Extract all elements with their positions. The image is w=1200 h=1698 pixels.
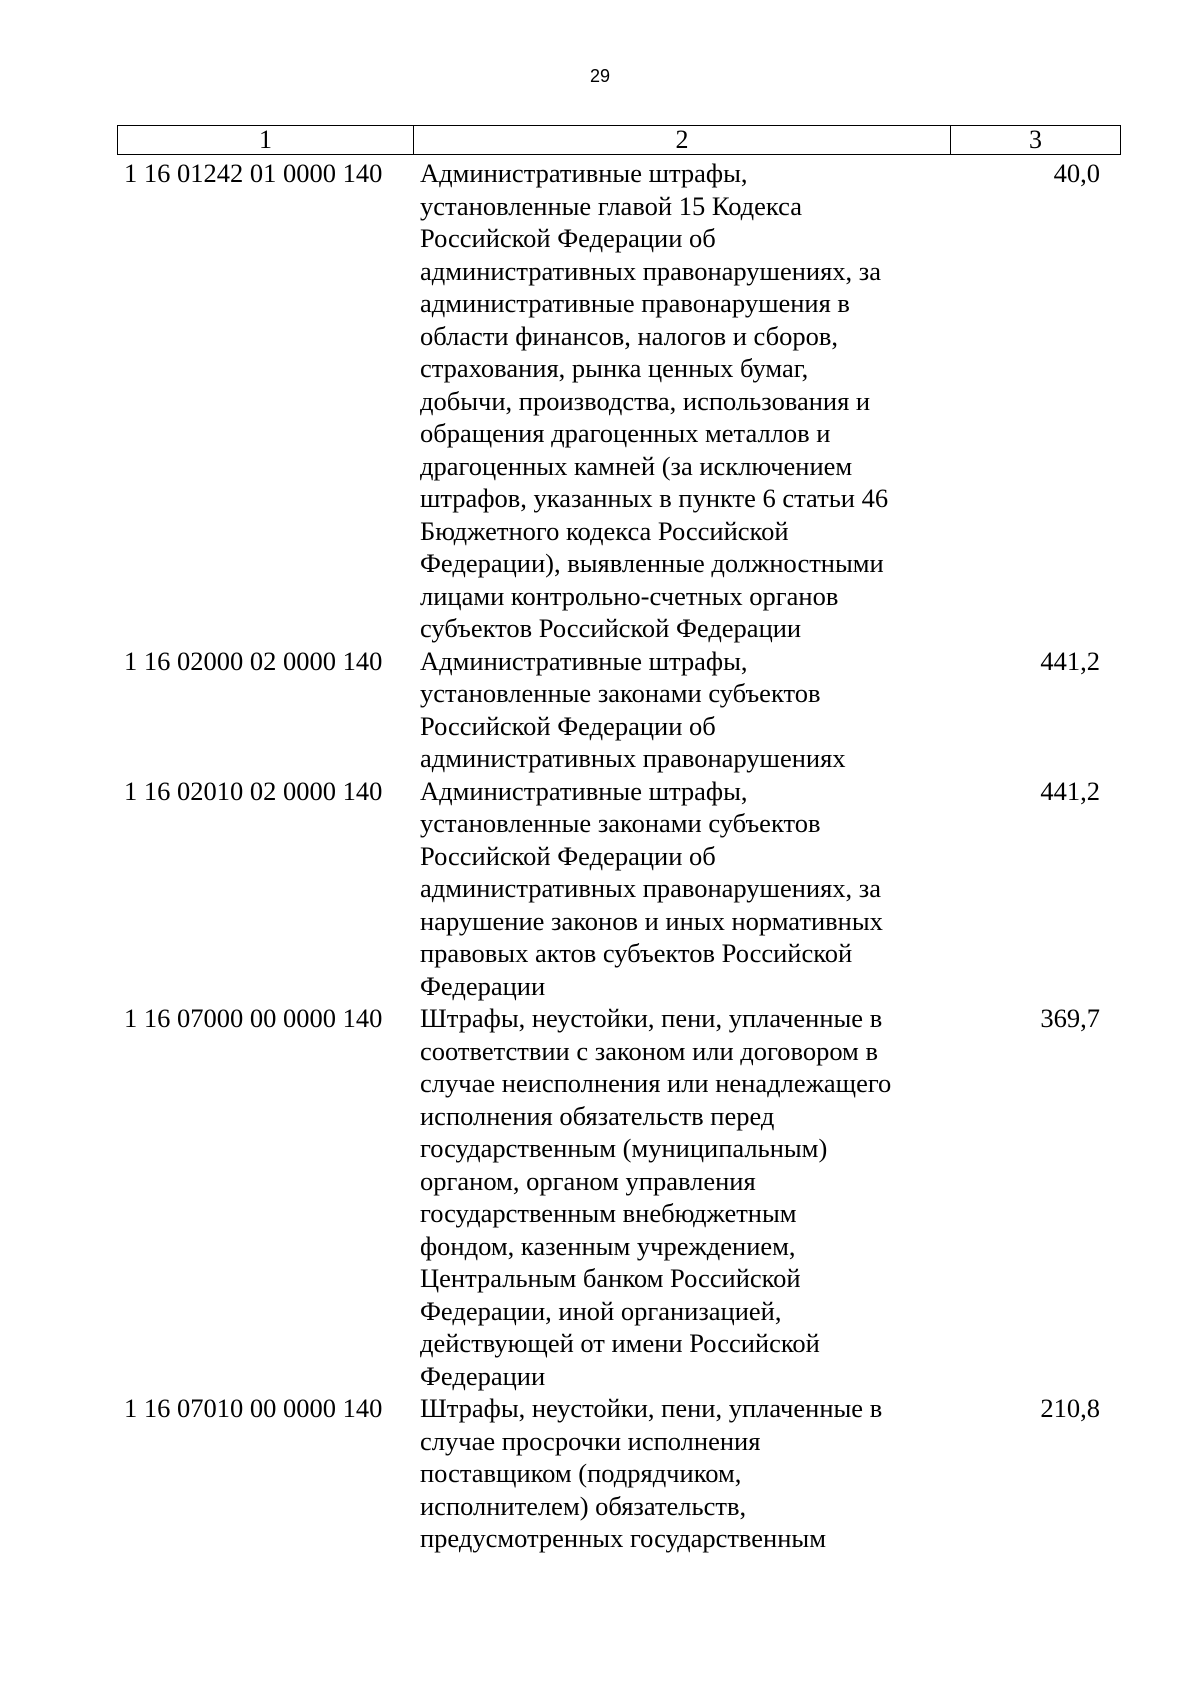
- amount: 441,2: [1040, 775, 1100, 806]
- description-line: исполнения обязательств перед: [420, 1100, 775, 1131]
- description-line: административных правонарушениях: [420, 743, 846, 773]
- description-line: установленные главой 15 Кодекса: [420, 190, 802, 221]
- description-line: страхования, рынка ценных бумаг,: [420, 353, 809, 383]
- description-line: штрафов, указанных в пункте 6 статьи 46: [420, 483, 889, 513]
- description-line: государственным внебюджетным: [420, 1198, 797, 1228]
- page-number: 29: [589, 66, 611, 86]
- description-line: исполнителем) обязательств,: [420, 1490, 747, 1521]
- description-line: драгоценных камней (за исключением: [420, 450, 853, 481]
- description-line: субъектов Российской Федерации: [420, 613, 802, 643]
- amount: 210,8: [1040, 1393, 1100, 1423]
- description-line: соответствии с законом или договором в: [420, 1035, 878, 1066]
- description-line: предусмотренных государственным: [420, 1523, 826, 1553]
- table-body: [124, 157, 1104, 1555]
- table-row: [124, 1002, 1104, 1392]
- description-line: действующей от имени Российской: [420, 1328, 820, 1358]
- description-line: Российской Федерации об: [420, 223, 716, 253]
- description-line: Административные штрафы,: [420, 645, 748, 676]
- description-line: Центральным банком Российской: [420, 1263, 801, 1293]
- description-line: административных правонарушениях, за: [420, 255, 882, 286]
- income-description: [420, 645, 940, 775]
- budget-code: 1 16 07000 00 0000 140: [124, 1003, 383, 1033]
- description-line: административные правонарушения в: [420, 288, 850, 318]
- description-line: случае неисполнения или ненадлежащего: [420, 1068, 892, 1098]
- description-line: правовых актов субъектов Российской: [420, 938, 853, 968]
- description-line: лицами контрольно-счетных органов: [420, 580, 839, 611]
- header-cell-2: 2: [413, 125, 951, 155]
- table-row: [124, 645, 1104, 775]
- income-description: [420, 775, 940, 1003]
- description-line: Федерации: [420, 970, 546, 1001]
- header-cell-1: 1: [117, 125, 414, 155]
- income-description: [420, 1002, 940, 1392]
- description-line: органом, органом управления: [420, 1165, 756, 1196]
- description-line: Российской Федерации об: [420, 710, 716, 741]
- budget-code: 1 16 07010 00 0000 140: [124, 1393, 383, 1423]
- amount: 369,7: [1040, 1003, 1100, 1033]
- table-row: [124, 1392, 1104, 1555]
- description-line: Федерации: [420, 1360, 546, 1391]
- table-row: [124, 775, 1104, 1003]
- description-line: Штрафы, неустойки, пени, уплаченные в: [420, 1003, 883, 1033]
- description-line: Административные штрафы,: [420, 158, 748, 188]
- description-line: Бюджетного кодекса Российской: [420, 515, 789, 546]
- description-line: фондом, казенным учреждением,: [420, 1230, 796, 1261]
- description-line: обращения драгоценных металлов и: [420, 418, 831, 448]
- description-line: установленные законами субъектов: [420, 678, 821, 708]
- budget-code: 1 16 02010 02 0000 140: [124, 775, 383, 806]
- amount: 40,0: [1053, 158, 1100, 188]
- description-line: Федерации), выявленные должностными: [420, 548, 884, 578]
- header-cell-3: 3: [950, 125, 1121, 155]
- budget-code: 1 16 01242 01 0000 140: [124, 158, 383, 188]
- description-line: нарушение законов и иных нормативных: [420, 905, 883, 936]
- income-description: [420, 157, 940, 645]
- description-line: случае просрочки исполнения: [420, 1425, 761, 1456]
- description-line: Штрафы, неустойки, пени, уплаченные в: [420, 1393, 883, 1423]
- amount: 441,2: [1040, 645, 1100, 676]
- description-line: добычи, производства, использования и: [420, 385, 871, 416]
- description-line: государственным (муниципальным): [420, 1133, 828, 1163]
- description-line: Административные штрафы,: [420, 775, 748, 806]
- description-line: Российской Федерации об: [420, 840, 716, 871]
- budget-code: 1 16 02000 02 0000 140: [124, 645, 383, 676]
- description-line: поставщиком (подрядчиком,: [420, 1458, 742, 1488]
- income-description: [420, 1392, 940, 1555]
- description-line: Федерации, иной организацией,: [420, 1295, 782, 1326]
- description-line: административных правонарушениях, за: [420, 873, 882, 903]
- description-line: установленные законами субъектов: [420, 808, 821, 838]
- description-line: области финансов, налогов и сборов,: [420, 320, 838, 351]
- table-row: [124, 157, 1104, 645]
